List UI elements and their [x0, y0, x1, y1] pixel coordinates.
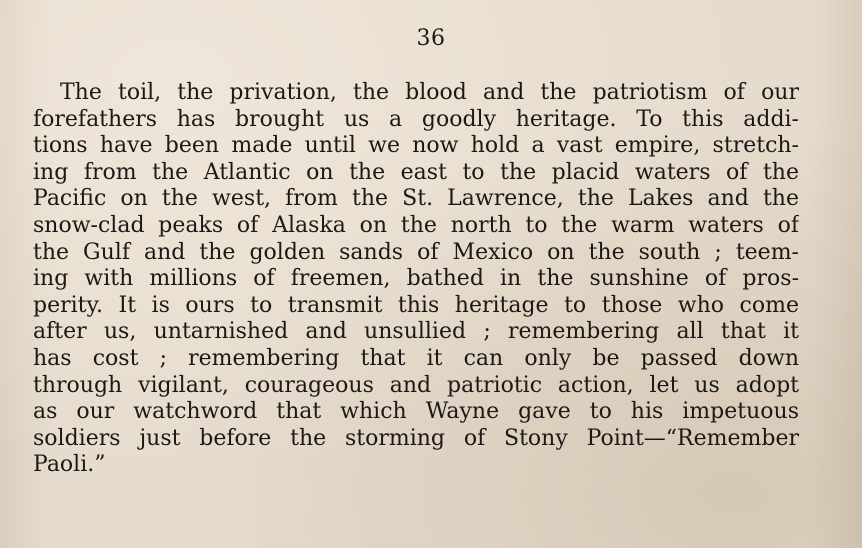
text-line: forefathers has brought us a goodly heritage. To this addi- — [33, 106, 799, 132]
text-line: has cost ; remembering that it can only be passed down — [33, 345, 799, 371]
text-line: Paoli.” — [33, 452, 106, 478]
text-line: through vigilant, courageous and patriotic action, let us adopt — [33, 372, 799, 398]
text-line: ing with millions of freemen, bathed in the sunshine of pros- — [33, 266, 799, 292]
page-number: 36 — [416, 26, 446, 51]
body-paragraph — [33, 80, 799, 479]
text-line: the Gulf and the golden sands of Mexico on the south ; teem- — [33, 239, 799, 265]
text-line: after us, untarnished and unsullied ; remembering all that it — [33, 319, 799, 345]
text-line: The toil, the privation, the blood and the patriotism of our — [60, 80, 799, 105]
text-line: tions have been made until we now hold a vast empire, stretch- — [33, 133, 799, 159]
text-line: soldiers just before the storming of Stony Point—“Remember — [33, 425, 799, 451]
text-line: Pacific on the west, from the St. Lawrence, the Lakes and the — [33, 186, 799, 212]
text-line: ing from the Atlantic on the east to the placid waters of the — [33, 159, 799, 185]
text-line: as our watchword that which Wayne gave to his impetuous — [33, 399, 799, 425]
text-line: perity. It is ours to transmit this heritage to those who come — [33, 292, 799, 318]
text-line: snow-clad peaks of Alaska on the north to the warm waters of — [33, 212, 799, 238]
